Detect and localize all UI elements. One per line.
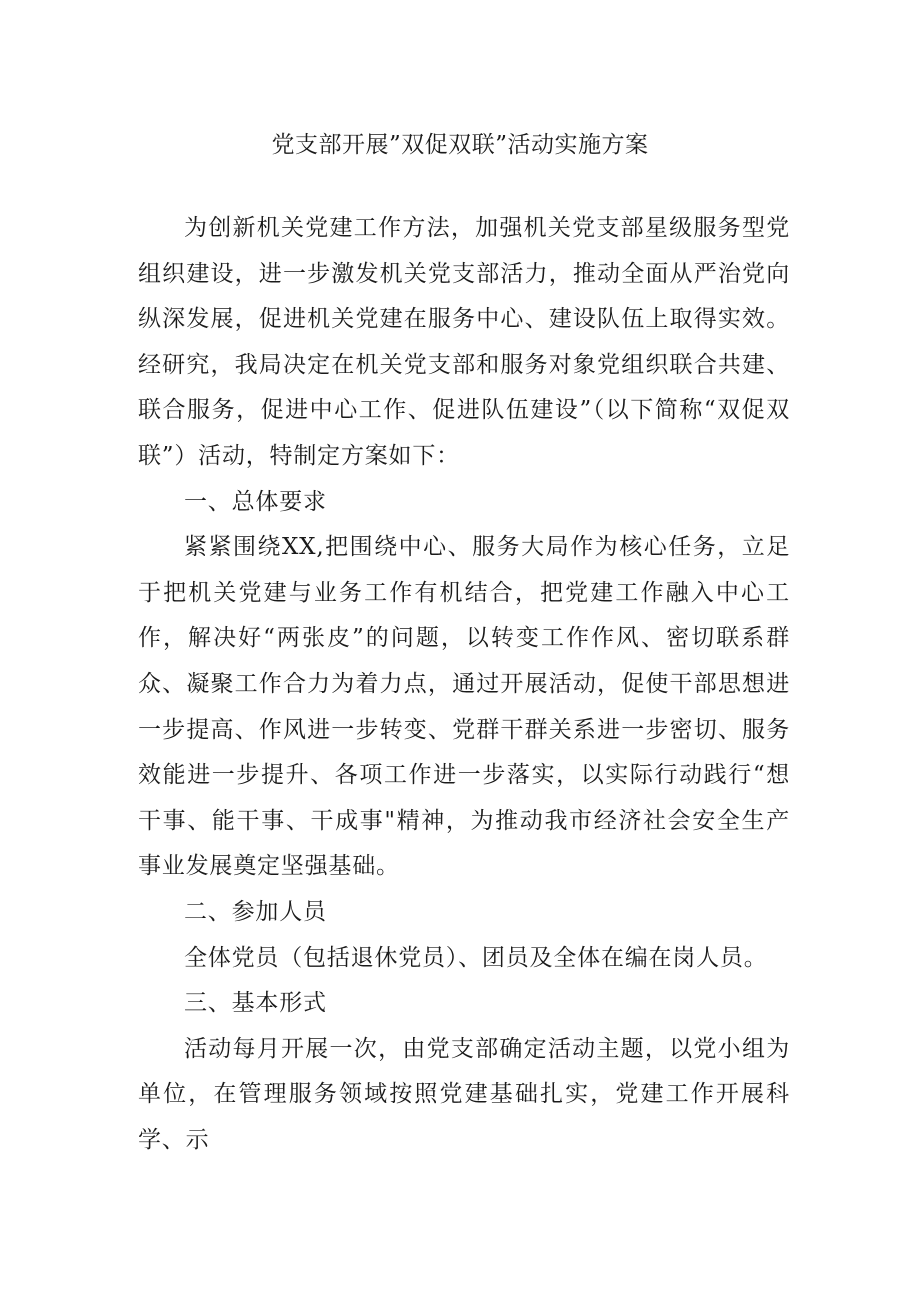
section-heading-basic-form: 三、基本形式	[184, 990, 327, 1017]
intro-paragraph: 为创新机关党建工作方法，加强机关党支部星级服务型党组织建设，进一步激发机关党支部活力，推动全面从严治党向纵深发展，促进机关党建在服务中心、建设队伍上取得实效。经研究，我局决定在机关党支部和服务对象党组织联合共建、联合服务，促进中心工作、促进队伍建设”（以下简称“双促双联”）活动，特制定方案如下：	[138, 215, 790, 469]
section-heading-general-requirements: 一、总体要求	[184, 488, 327, 515]
general-requirements-paragraph: 紧紧围绕XX,把围绕中心、服务大局作为核心任务，立足于把机关党建与业务工作有机结合，把党建工作融入中心工作，解决好“两张皮”的问题，以转变工作作风、密切联系群众、凝聚工作合力为着力点，通过开展活动，促使干部思想进一步提高、作风进一步转变、党群干群关系进一步密切、服务效能进一步提升、各项工作进一步落实，以实际行动践行“想干事、能干事、干成事"精神，为推动我市经济社会安全生产事业发展奠定坚强基础。	[138, 534, 790, 880]
basic-form-paragraph: 活动每月开展一次，由党支部确定活动主题，以党小组为单位，在管理服务领域按照党建基础扎实，党建工作开展科学、示	[138, 1035, 790, 1153]
participants-paragraph: 全体党员（包括退休党员）、团员及全体在编在岗人员。	[184, 944, 768, 971]
document-title: 党支部开展”双促双联”活动实施方案	[271, 132, 649, 158]
section-heading-participants: 二、参加人员	[184, 898, 327, 925]
document-body	[138, 206, 790, 1163]
